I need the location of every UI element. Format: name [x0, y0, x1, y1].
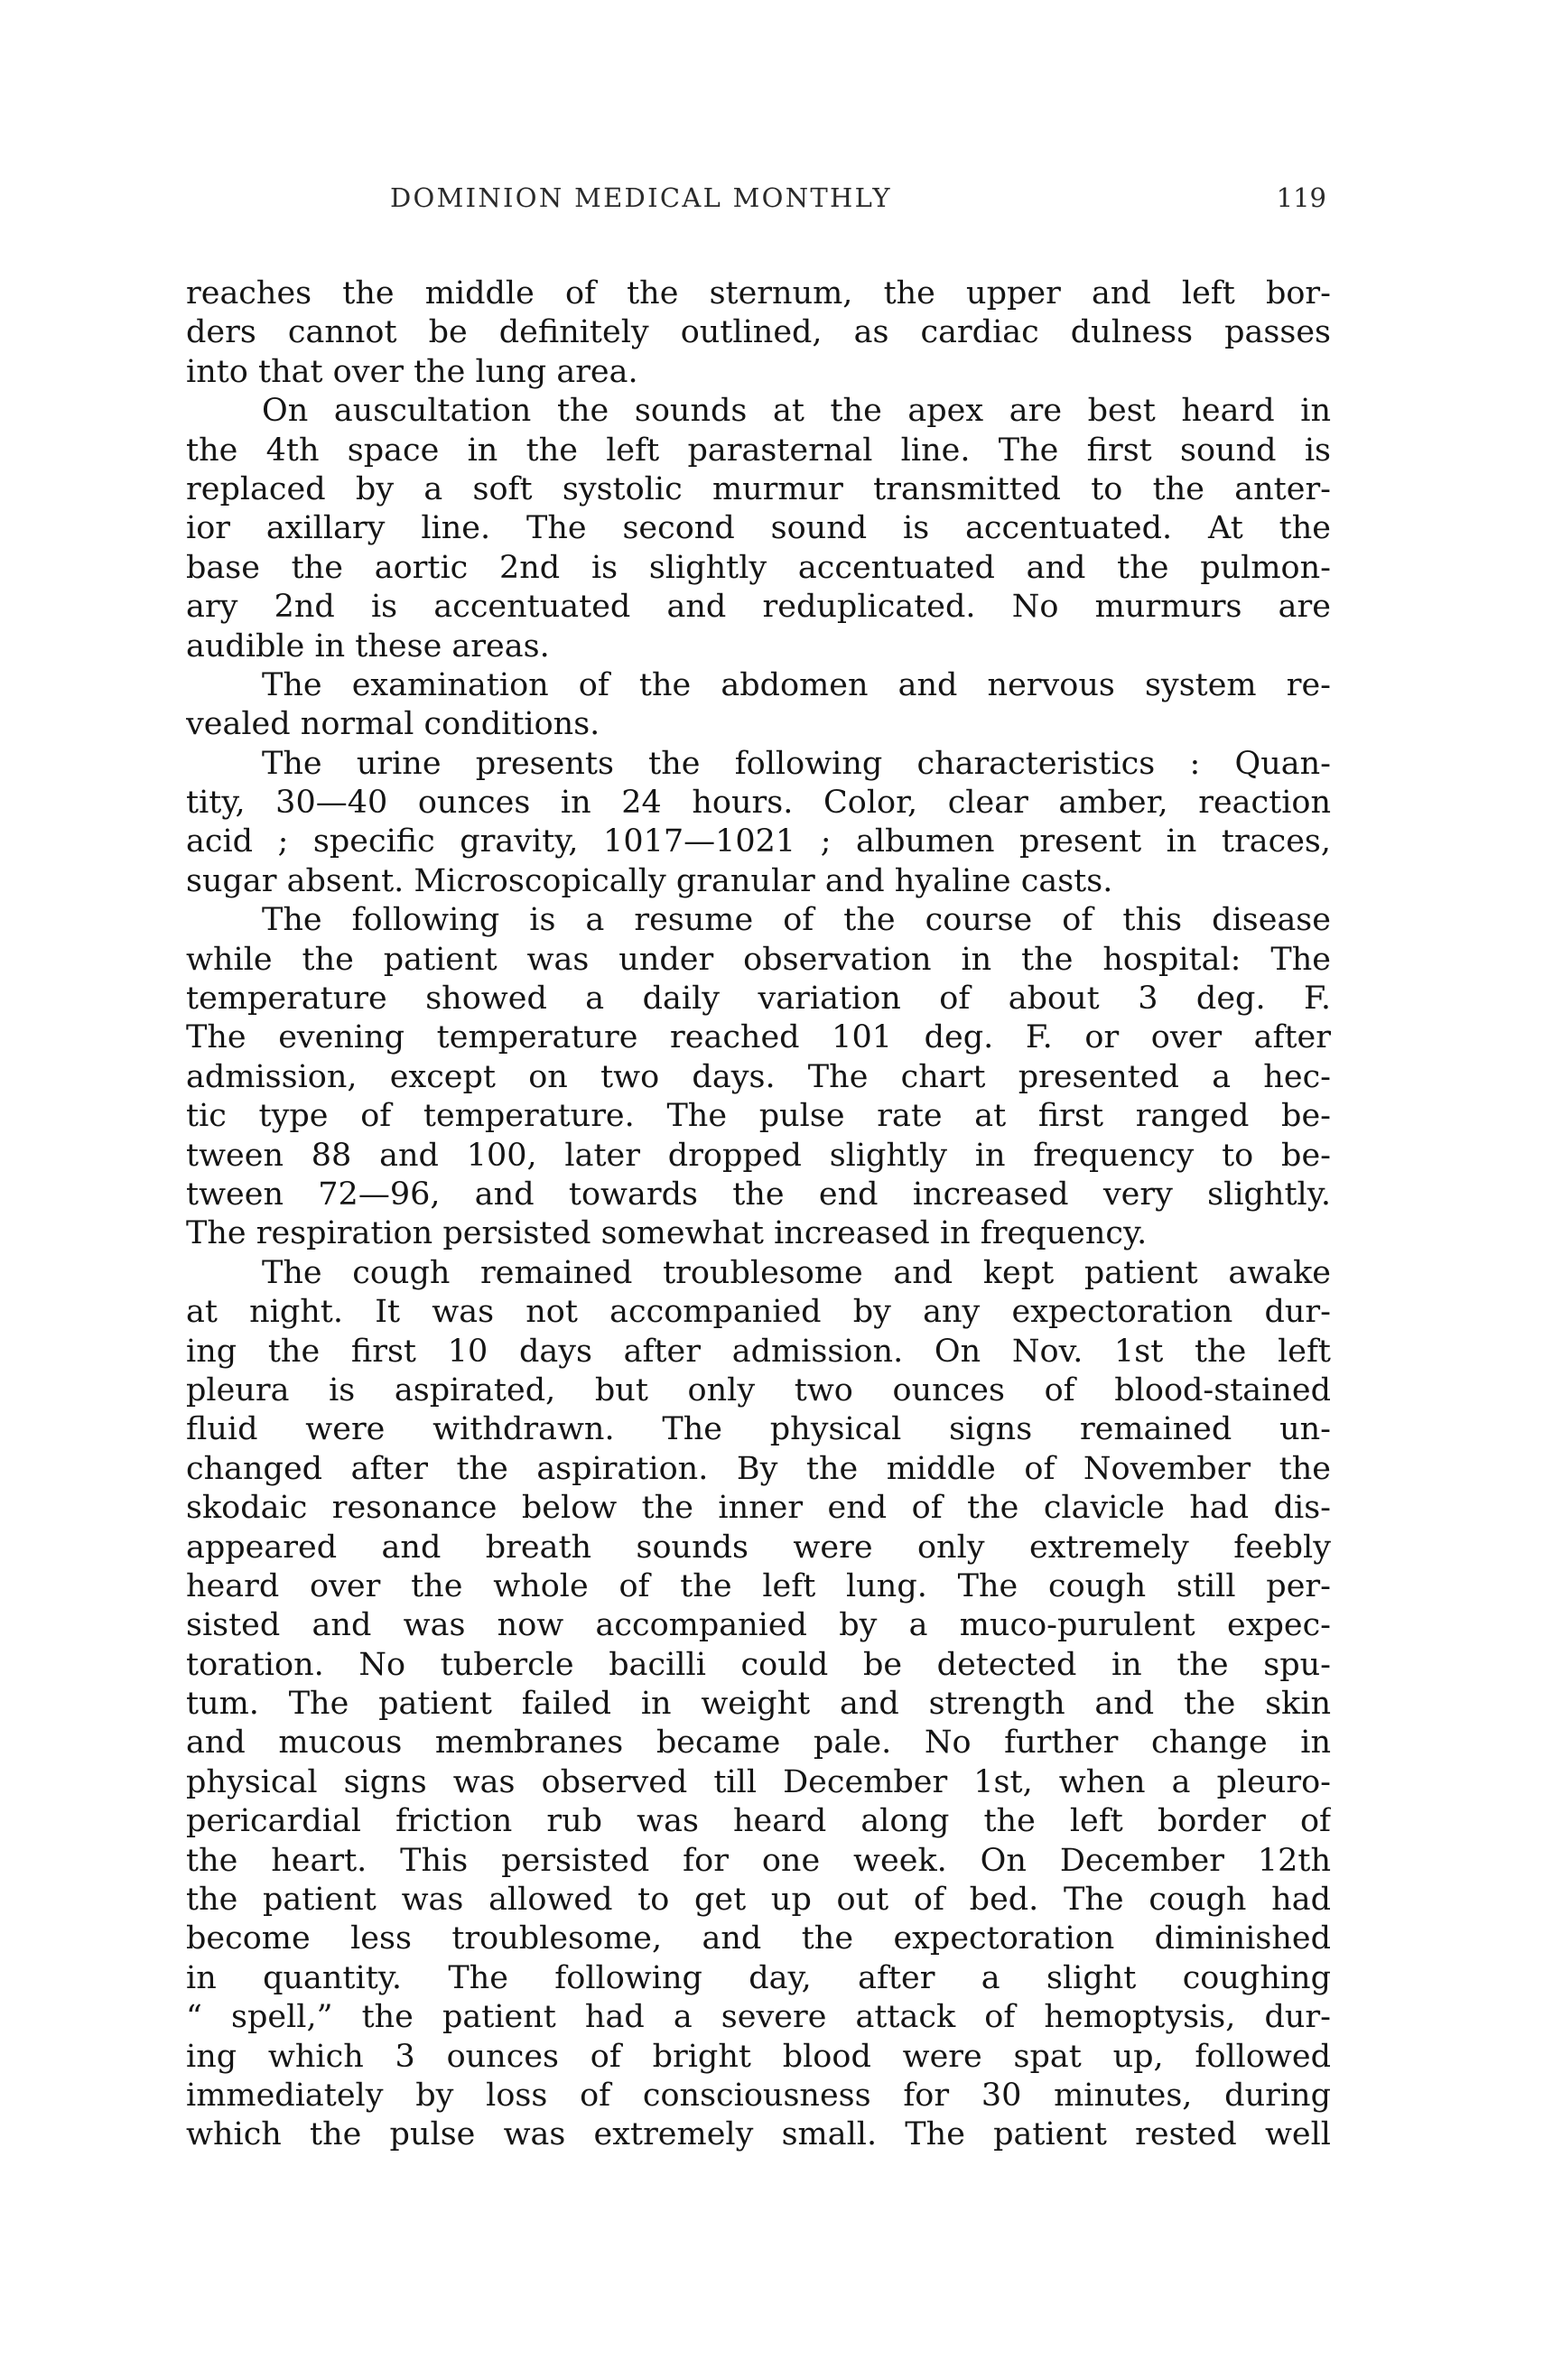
text-line: ing which 3 ounces of bright blood were spat up, followed [186, 2038, 1331, 2075]
running-head: DOMINION MEDICAL MONTHLY [390, 182, 892, 213]
text-line: at night. It was not accompanied by any expectoration dur- [186, 1294, 1331, 1331]
text-line: become less troublesome, and the expectoration diminished [186, 1920, 1331, 1957]
text-line: The evening temperature reached 101 deg. F. or over after [186, 1019, 1331, 1056]
text-line: skodaic resonance below the inner end of the clavicle had dis- [186, 1490, 1331, 1527]
text-line: the heart. This persisted for one week. On December 12th [186, 1842, 1331, 1879]
text-line: pleura is aspirated, but only two ounces of blood-stained [186, 1371, 1331, 1408]
text-line: which the pulse was extremely small. The patient rested well [186, 2116, 1331, 2153]
text-line: and mucous membranes became pale. No further change in [186, 1725, 1331, 1762]
text-line: tween 72—96, and towards the end increased very slightly. [186, 1176, 1331, 1213]
text-line: the 4th space in the left parasternal line. The first sound is [186, 432, 1331, 469]
text-line: On auscultation the sounds at the apex are best heard in [262, 393, 1331, 430]
text-line: vealed normal conditions. [186, 706, 600, 743]
text-line: tum. The patient failed in weight and strength and the skin [186, 1686, 1331, 1723]
text-line: in quantity. The following day, after a slight coughing [186, 1959, 1331, 1996]
text-line: ary 2nd is accentuated and reduplicated. No murmurs are [186, 589, 1331, 626]
text-line: appeared and breath sounds were only extremely feebly [186, 1529, 1331, 1566]
text-line: base the aortic 2nd is slightly accentuated and the pulmon- [186, 549, 1331, 586]
body-text [186, 274, 1331, 2155]
text-line: the patient was allowed to get up out of bed. The cough had [186, 1882, 1331, 1919]
text-line: sugar absent. Microscopically granular and hyaline casts. [186, 862, 1113, 899]
text-line: replaced by a soft systolic murmur transmitted to the anter- [186, 470, 1331, 507]
text-line: ders cannot be definitely outlined, as cardiac dulness passes [186, 314, 1331, 351]
text-line: The examination of the abdomen and nervous system re- [262, 666, 1331, 703]
text-line: The urine presents the following characteristics : Quan- [262, 745, 1331, 782]
text-line: temperature showed a daily variation of about 3 deg. F. [186, 981, 1331, 1018]
text-line: physical signs was observed till December 1st, when a pleuro- [186, 1763, 1331, 1800]
text-line: heard over the whole of the left lung. The cough still per- [186, 1567, 1331, 1604]
text-line: The cough remained troublesome and kept patient awake [262, 1254, 1331, 1291]
text-line: toration. No tubercle bacilli could be detected in the spu- [186, 1646, 1331, 1683]
text-line: while the patient was under observation in the hospital: The [186, 941, 1331, 978]
text-line: tity, 30—40 ounces in 24 hours. Color, clear amber, reaction [186, 785, 1331, 822]
text-line: “ spell,” the patient had a severe attack of hemoptysis, dur- [186, 1999, 1331, 2036]
text-line: pericardial friction rub was heard along the left border of [186, 1803, 1331, 1840]
text-line: into that over the lung area. [186, 353, 638, 390]
text-line: ior axillary line. The second sound is accentuated. At the [186, 510, 1331, 547]
text-line: audible in these areas. [186, 628, 550, 665]
text-line: The following is a resume of the course of this disease [262, 902, 1331, 939]
text-line: immediately by loss of consciousness for 30 minutes, during [186, 2077, 1331, 2114]
text-line: The respiration persisted somewhat increased in frequency. [186, 1215, 1148, 1252]
text-line: ing the first 10 days after admission. On Nov. 1st the left [186, 1333, 1331, 1370]
text-line: admission, except on two days. The chart presented a hec- [186, 1058, 1331, 1095]
text-line: sisted and was now accompanied by a muco-purulent expec- [186, 1607, 1331, 1644]
text-line: fluid were withdrawn. The physical signs remained un- [186, 1411, 1331, 1448]
text-line: tween 88 and 100, later dropped slightly in frequency to be- [186, 1137, 1331, 1174]
text-line: reaches the middle of the sternum, the upper and left bor- [186, 275, 1331, 311]
text-line: acid ; specific gravity, 1017—1021 ; albumen present in traces, [186, 823, 1331, 860]
text-line: tic type of temperature. The pulse rate at first ranged be- [186, 1098, 1331, 1135]
text-line: changed after the aspiration. By the middle of November the [186, 1450, 1331, 1487]
page-number: 119 [1276, 182, 1326, 213]
